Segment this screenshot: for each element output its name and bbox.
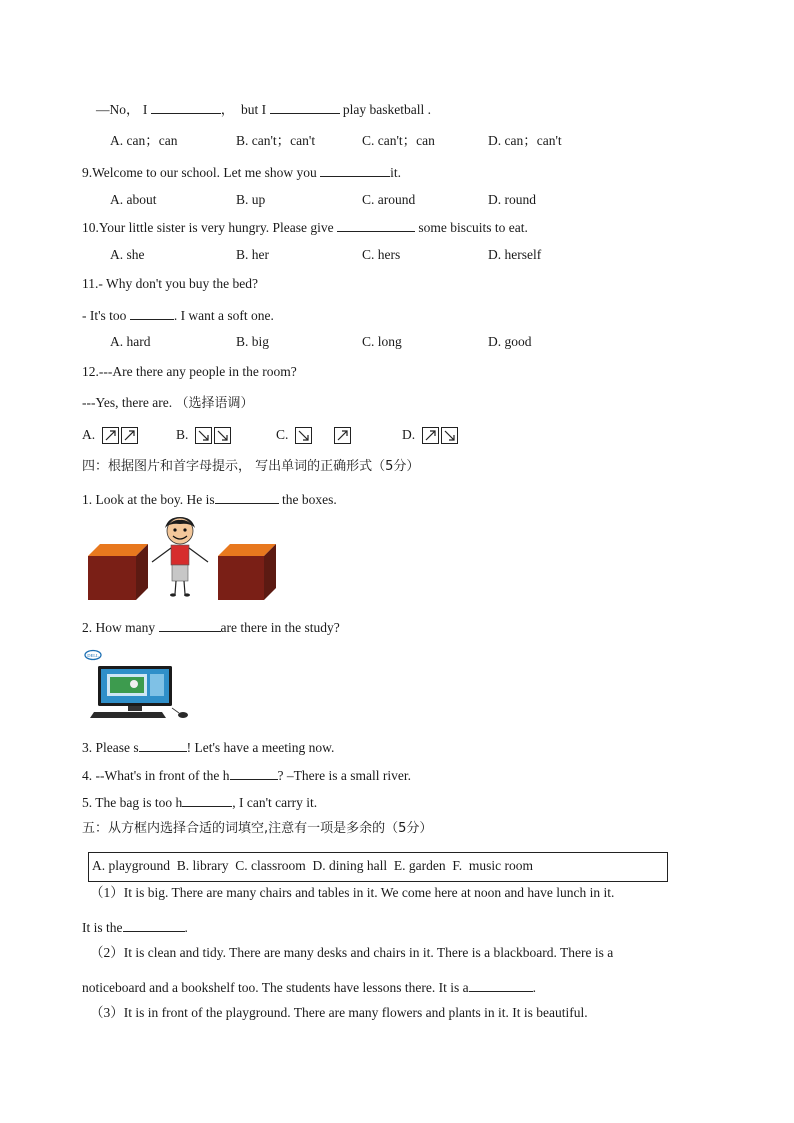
answer-blank[interactable] xyxy=(320,163,390,177)
option-d[interactable] xyxy=(402,426,460,444)
s4-item-5 xyxy=(82,793,317,812)
answer-blank[interactable] xyxy=(130,306,174,320)
q10-stem-before: 10.Your little sister is very hungry. Please give xyxy=(82,220,334,235)
s5-item-1-line2 xyxy=(82,918,188,937)
q11-answer-after: . I want a soft one. xyxy=(173,308,274,323)
option-label: B. xyxy=(176,427,189,442)
s4-item-4-after: ? –There is a small river. xyxy=(277,768,411,783)
answer-blank[interactable] xyxy=(469,978,533,992)
q8-i: I xyxy=(142,102,148,117)
option-a[interactable]: A. about xyxy=(110,192,157,207)
s4-item-1-before: 1. Look at the boy. He is xyxy=(82,492,215,507)
s5-item-3-line1: （3）It is in front of the playground. There are many flowers and plants in it. It is beautiful. xyxy=(90,1005,588,1020)
q11-answer-before: - It's too xyxy=(82,308,127,323)
q8-but: but I xyxy=(241,102,267,117)
s4-item-2-after: are there in the study? xyxy=(220,620,340,635)
q9-stem xyxy=(82,163,401,182)
option-b[interactable] xyxy=(176,426,233,444)
s5-item-1-before: It is the xyxy=(82,920,123,935)
option-b[interactable]: B. up xyxy=(236,192,266,207)
s5-item-2-line1: （2）It is clean and tidy. There are many desks and chairs in it. There is a blackboard. There is a xyxy=(90,945,614,960)
option-c[interactable] xyxy=(276,426,353,444)
q11-answer xyxy=(82,306,274,325)
keyboard xyxy=(90,712,166,718)
option-d[interactable]: D. round xyxy=(488,192,536,207)
answer-blank[interactable] xyxy=(337,218,415,232)
falling-arrow-icon xyxy=(214,427,231,444)
q12-answer xyxy=(82,394,253,413)
boy-between-boxes-illustration xyxy=(84,514,280,606)
q8-answer-line xyxy=(96,100,431,119)
option-c[interactable]: C. long xyxy=(362,334,402,349)
option-c[interactable]: C. around xyxy=(362,192,416,207)
option-a[interactable]: A. can；can xyxy=(110,133,178,148)
answer-blank[interactable] xyxy=(215,490,279,504)
option-a[interactable] xyxy=(82,426,140,444)
answer-blank[interactable] xyxy=(230,766,278,780)
s4-item-4 xyxy=(82,766,411,785)
option-d[interactable]: D. can；can't xyxy=(488,133,562,148)
s4-item-3-after: ! Let's have a meeting now. xyxy=(186,740,335,755)
option-c[interactable]: C. can't；can xyxy=(362,133,435,148)
option-a[interactable]: A. hard xyxy=(110,334,151,349)
word-box xyxy=(88,852,668,882)
s4-item-2-before: 2. How many xyxy=(82,620,156,635)
q9-stem-after: it. xyxy=(390,165,402,180)
option-b[interactable]: B. can't；can't xyxy=(236,133,316,148)
dell-logo-text: DELL xyxy=(87,653,99,658)
s4-item-1 xyxy=(82,490,337,509)
falling-arrow-icon xyxy=(295,427,312,444)
answer-blank[interactable] xyxy=(159,618,221,632)
rising-arrow-icon xyxy=(102,427,119,444)
s5-item-2-before: noticeboard and a bookshelf too. The students have lessons there. It is a xyxy=(82,980,469,995)
q12-stem: 12.---Are there any people in the room? xyxy=(82,364,297,379)
s4-item-2 xyxy=(82,618,340,637)
answer-blank[interactable] xyxy=(270,100,340,114)
s4-item-5-before: 5. The bag is too h xyxy=(82,795,183,810)
option-a[interactable]: A. she xyxy=(110,247,145,262)
q11-stem: 11.- Why don't you buy the bed? xyxy=(82,276,259,291)
desktop-computer-illustration xyxy=(84,648,196,720)
s4-item-5-after: , I can't carry it. xyxy=(232,795,318,810)
option-label: A. xyxy=(82,427,96,442)
s5-item-1-line1: （1）It is big. There are many chairs and tables in it. We come here at noon and have lunch in it. xyxy=(90,885,615,900)
rising-arrow-icon xyxy=(334,427,351,444)
q8-comma: ， xyxy=(220,102,235,117)
answer-blank[interactable] xyxy=(151,100,221,114)
option-b[interactable]: B. big xyxy=(236,334,270,349)
option-d[interactable]: D. herself xyxy=(488,247,542,262)
section4-heading: 四：根据图片和首字母提示， 写出单词的正确形式（5分） xyxy=(82,459,420,474)
rising-arrow-icon xyxy=(121,427,138,444)
s5-item-1-after: . xyxy=(184,920,188,935)
mouse xyxy=(178,712,188,718)
s4-item-3-before: 3. Please s xyxy=(82,740,139,755)
option-d[interactable]: D. good xyxy=(488,334,532,349)
answer-blank[interactable] xyxy=(182,793,232,807)
s4-item-3 xyxy=(82,738,334,757)
q12-answer-text: ---Yes, there are. xyxy=(82,395,173,410)
answer-blank[interactable] xyxy=(123,918,185,932)
q9-stem-before: 9.Welcome to our school. Let me show you xyxy=(82,165,317,180)
s5-item-2-after: . xyxy=(532,980,537,995)
rising-arrow-icon xyxy=(422,427,439,444)
boy-figure xyxy=(152,517,208,597)
word-box-options: A. playground B. library C. classroom D. dining hall E. garden F. music room xyxy=(92,858,533,873)
answer-blank[interactable] xyxy=(139,738,187,752)
s4-item-1-after: the boxes. xyxy=(281,492,337,507)
option-c[interactable]: C. hers xyxy=(362,247,401,262)
section5-heading: 五：从方框内选择合适的词填空,注意有一项是多余的（5分） xyxy=(82,821,433,836)
s4-item-4-before: 4. --What's in front of the h xyxy=(82,768,230,783)
option-label: C. xyxy=(276,427,289,442)
q8-suffix: play basketball . xyxy=(342,102,431,117)
q8-prefix: —No， xyxy=(96,102,140,117)
q12-note: （选择语调） xyxy=(175,396,254,411)
falling-arrow-icon xyxy=(441,427,458,444)
falling-arrow-icon xyxy=(195,427,212,444)
option-label: D. xyxy=(402,427,416,442)
option-b[interactable]: B. her xyxy=(236,247,269,262)
q10-stem-after: some biscuits to eat. xyxy=(418,220,528,235)
q10-stem xyxy=(82,218,528,237)
s5-item-2-line2 xyxy=(82,978,536,997)
